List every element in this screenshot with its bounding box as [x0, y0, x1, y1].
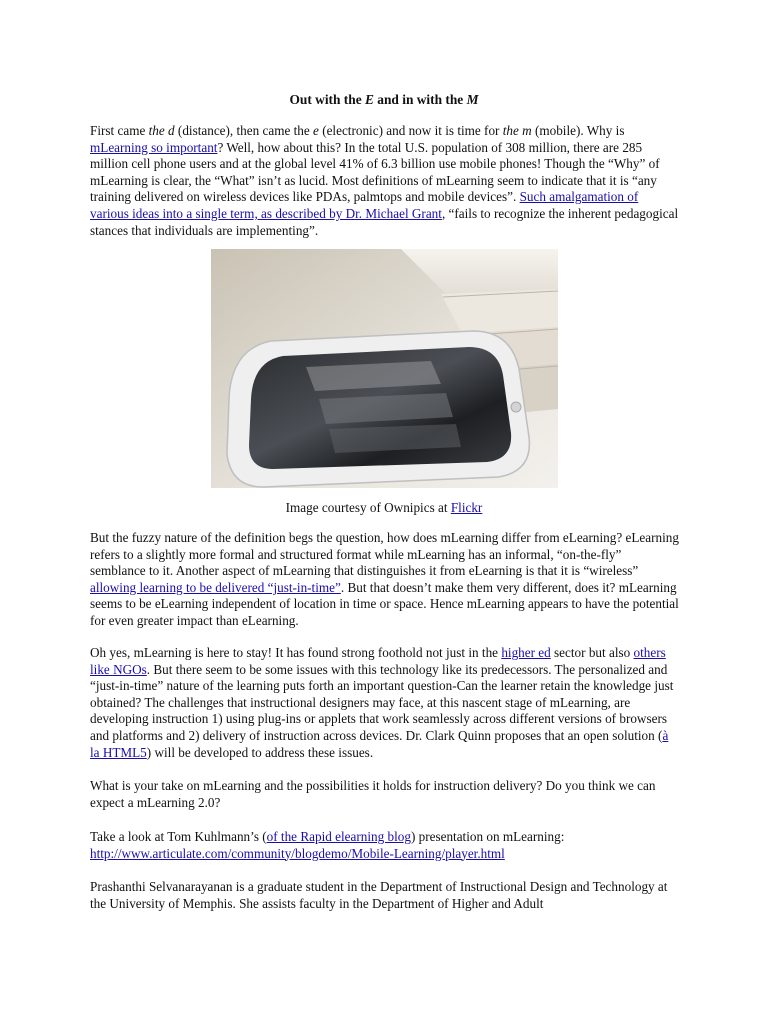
link-just-in-time[interactable]: allowing learning to be delivered “just-in-time” [90, 579, 341, 595]
link-michael-grant[interactable]: Such amalgamation of various ideas into a single term, as described by Dr. Michael Grant [90, 189, 639, 221]
paragraph-definition: But the fuzzy nature of the definition begs the question, how does mLearning differ from eLearning? eLearning refers to a slightly more formal and structured format while mLearning has an informal, “on-the-fly” semblance to it. Another aspect of mLearning that distinguishes it from eLearning is that it is “wireless” allowing learning to be delivered “just-in-time”. But that doesn’t make them very different, does it? mLearning seems to be eLearning independent of location in time or space. Hence mLearning appears to have the potential for even greater impact than eLearning. [90, 530, 679, 628]
link-rapid-elearning-blog[interactable]: of the Rapid elearning blog [266, 829, 411, 844]
link-higher-ed[interactable]: higher ed [501, 645, 551, 660]
link-ngos[interactable]: others like NGOs [90, 645, 666, 677]
paragraph-author-bio: Prashanthi Selvanarayanan is a graduate student in the Department of Instructional Design and Technology at the University of Memphis. She assists faculty in the Department of Higher and Adult [90, 879, 668, 911]
paragraph-intro: First came the d (distance), then came the e (electronic) and now it is time for the m (mobile). Why is mLearning so important? Well, how about this? In the total U.S. population of 308 million, there are 285 million cell phone users and at the global level 41% of 6.3 billion use mobile phones! Though the “Why” of mLearning is clear, the “What” isn’t as lucid. Most definitions of mLearning seem to indicate that it is “any training delivered on wireless devices like PDAs, palmtops and mobile devices”. Such amalgamation of various ideas into a single term, as described by Dr. Michael Grant, “fails to recognize the inherent pedagogical stances that individuals are implementing”. [90, 123, 679, 238]
page-title: Out with the E and in with the M [289, 92, 479, 107]
paragraph-question: What is your take on mLearning and the possibilities it holds for instruction delivery? Do you think we can expect a mLearning 2.0? [90, 778, 656, 810]
link-html5[interactable]: à la HTML5 [90, 727, 669, 760]
paragraph-issues: Oh yes, mLearning is here to stay! It has found strong foothold not just in the higher ed sector but also others like NGOs. But there seem to be some issues with this technology like its predecessors. The personalized and “just-in-time” nature of the learning puts forth an important question-Can the learner retain the knowledge just obtained? The challenges that instructional designers may face, at this nascent stage of mLearning, are developing instruction 1) using plug-ins or applets that work seamlessly across different versions of browsers and platforms and 2) delivery of instruction across devices. Dr. Clark Quinn proposes that an open solution (à la HTML5) will be developed to address these issues. [90, 645, 674, 760]
link-articulate-url[interactable]: http://www.articulate.com/community/blogdemo/Mobile-Learning/player.html [90, 845, 505, 861]
link-mlearning-important[interactable]: mLearning so important [90, 139, 218, 155]
tablet-books-image [211, 249, 558, 488]
link-flickr[interactable]: Flickr [450, 500, 483, 515]
image-caption: Image courtesy of Ownipics at Flickr [285, 500, 483, 515]
paragraph-kuhlmann: Take a look at Tom Kuhlmann’s (of the Rapid elearning blog) presentation on mLearning: http://www.articulate.com/community/blogdemo/Mobile-Learning/player.html [90, 829, 565, 861]
